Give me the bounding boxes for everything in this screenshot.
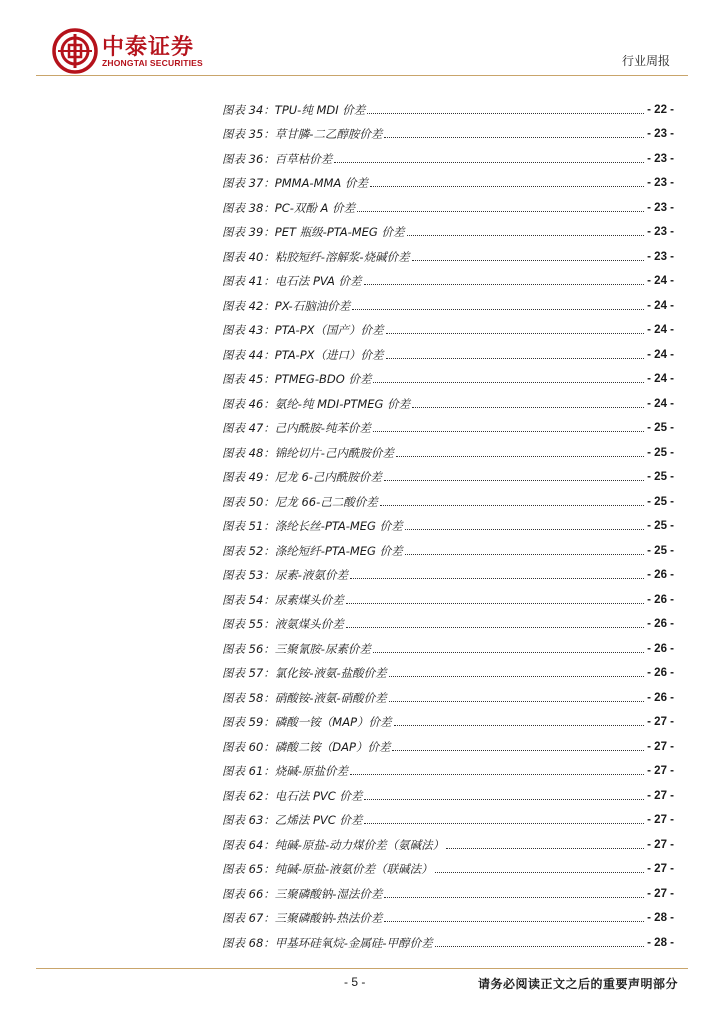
toc-leader-dots [373,651,644,653]
toc-entry-page: - 23 - [647,250,674,263]
toc-entry-label: 图表 65：纯碱-原盐-液氨价差（联碱法） [222,862,433,876]
toc-entry-page: - 26 - [647,593,674,606]
toc-entry[interactable] [222,656,674,681]
toc-entry-page: - 27 - [647,887,674,900]
toc-entry-page: - 27 - [647,838,674,851]
toc-entry-page: - 25 - [647,495,674,508]
toc-entry-page: - 22 - [647,103,674,116]
toc-entry-label: 图表 52：涤纶短纤-PTA-MEG 价差 [222,543,403,558]
toc-entry[interactable] [222,411,674,436]
toc-entry[interactable] [222,460,674,485]
toc-entry[interactable] [222,925,674,950]
toc-entry-page: - 24 - [647,348,674,361]
toc-entry[interactable] [222,92,674,117]
toc-entry[interactable] [222,778,674,803]
toc-leader-dots [350,773,644,775]
toc-leader-dots [384,920,644,922]
toc-leader-dots [346,626,644,628]
toc-entry-page: - 28 - [647,936,674,949]
toc-entry-page: - 26 - [647,667,674,679]
toc-entry[interactable] [222,215,674,240]
toc-entry-label: 图表 51：涤纶长丝-PTA-MEG 价差 [222,519,403,533]
toc-leader-dots [396,455,644,457]
toc-leader-dots [380,504,644,506]
toc-entry-label: 图表 46：氨纶-纯 MDI-PTMEG 价差 [222,396,411,411]
zhongtai-logo-icon [52,28,98,74]
toc-entry-page: - 23 - [647,152,674,165]
toc-entry-page: - 23 - [647,201,674,214]
toc-entry-page: - 25 - [647,544,674,557]
toc-entry[interactable] [222,264,674,289]
toc-leader-dots [389,700,645,702]
toc-entry-label: 图表 55：液氨煤头价差 [222,617,344,631]
toc-entry[interactable] [222,190,674,215]
toc-entry-page: - 24 - [647,324,674,336]
toc-leader-dots [364,283,645,285]
toc-leader-dots [407,234,645,236]
toc-leader-dots [352,308,644,310]
toc-leader-dots [384,896,644,898]
header-divider [36,75,688,76]
toc-entry[interactable] [222,607,674,632]
toc-entry-label: 图表 39：PET 瓶级-PTA-MEG 价差 [222,225,405,239]
toc-entry-label: 图表 43：PTA-PX（国产）价差 [222,323,384,337]
toc-leader-dots [373,381,644,383]
toc-leader-dots [412,406,644,408]
toc-entry-label: 图表 42：PX-石脑油价差 [222,298,351,313]
toc-entry[interactable] [222,901,674,926]
toc-entry-page: - 24 - [647,373,674,385]
toc-entry[interactable] [222,803,674,828]
toc-leader-dots [350,577,644,579]
toc-entry-label: 图表 66：三聚磷酸钠-湿法价差 [222,886,383,901]
toc-entry-label: 图表 67：三聚磷酸钠-热法价差 [222,911,383,925]
toc-entry[interactable] [222,729,674,754]
footer-page-number: - 5 - [344,975,366,989]
footer-divider [36,968,688,969]
toc-entry[interactable] [222,337,674,362]
toc-entry-page: - 27 - [647,789,674,802]
toc-entry[interactable] [222,288,674,313]
toc-entry-page: - 26 - [647,691,674,704]
toc-entry-page: - 25 - [647,446,674,459]
toc-entry[interactable] [222,582,674,607]
toc-entry-label: 图表 48：锦纶切片-己内酰胺价差 [222,445,394,460]
toc-leader-dots [364,798,644,800]
toc-entry[interactable] [222,435,674,460]
table-of-figures [222,92,674,950]
toc-entry[interactable] [222,705,674,730]
toc-leader-dots [394,724,645,726]
toc-leader-dots [367,112,644,114]
toc-leader-dots [446,847,644,849]
toc-entry-page: - 26 - [647,618,674,630]
toc-entry[interactable] [222,141,674,166]
toc-entry-label: 图表 60：磷酸二铵（DAP）价差 [222,739,391,754]
toc-entry-label: 图表 50：尼龙 66-己二酸价差 [222,494,378,509]
toc-entry[interactable] [222,509,674,534]
toc-entry[interactable] [222,827,674,852]
toc-entry-label: 图表 41：电石法 PVA 价差 [222,274,362,288]
toc-entry-page: - 24 - [647,397,674,410]
toc-leader-dots [357,210,644,212]
brand-name-cn: 中泰证券 [102,35,195,60]
toc-entry-label: 图表 35：草甘膦-二乙醇胺价差 [222,127,383,141]
toc-entry-page: - 25 - [647,520,674,532]
toc-entry-label: 图表 44：PTA-PX（进口）价差 [222,347,384,362]
toc-entry-page: - 27 - [647,716,674,728]
toc-entry-label: 图表 64：纯碱-原盐-动力煤价差（氨碱法） [222,837,445,852]
toc-entry-page: - 27 - [647,814,674,826]
toc-leader-dots [384,136,644,138]
toc-entry-label: 图表 38：PC-双酚 A 价差 [222,200,356,215]
toc-entry-page: - 24 - [647,299,674,312]
toc-entry-page: - 28 - [647,912,674,924]
toc-leader-dots [405,528,645,530]
toc-leader-dots [373,430,644,432]
page-header [0,0,724,75]
toc-entry-page: - 25 - [647,471,674,483]
toc-leader-dots [386,332,645,334]
toc-entry[interactable] [222,362,674,387]
toc-leader-dots [364,822,644,824]
toc-leader-dots [392,749,644,751]
toc-entry-label: 图表 57：氯化铵-液氨-盐酸价差 [222,666,387,680]
toc-entry[interactable] [222,386,674,411]
toc-entry[interactable] [222,558,674,583]
toc-entry-page: - 23 - [647,226,674,238]
toc-leader-dots [435,871,645,873]
toc-entry-label: 图表 68：甲基环硅氧烷-金属硅-甲醇价差 [222,935,433,950]
report-type: 行业周报 [621,54,670,68]
toc-entry-label: 图表 37：PMMA-MMA 价差 [222,176,368,190]
toc-entry-label: 图表 53：尿素-液氨价差 [222,568,348,582]
toc-entry[interactable] [222,484,674,509]
toc-entry[interactable] [222,631,674,656]
toc-entry[interactable] [222,680,674,705]
toc-entry-label: 图表 36：百草枯价差 [222,151,333,166]
toc-entry-label: 图表 59：磷酸一铵（MAP）价差 [222,715,392,729]
toc-leader-dots [334,161,644,163]
toc-leader-dots [389,675,645,677]
toc-leader-dots [435,945,645,947]
toc-entry-page: - 26 - [647,569,674,581]
brand-name-en: ZHONGTAI SECURITIES [102,58,203,68]
toc-entry-label: 图表 47：己内酰胺-纯苯价差 [222,421,371,435]
toc-entry-label: 图表 49：尼龙 6-己内酰胺价差 [222,470,382,484]
toc-entry[interactable] [222,117,674,142]
toc-leader-dots [346,602,644,604]
toc-entry[interactable] [222,876,674,901]
toc-entry-label: 图表 63：乙烯法 PVC 价差 [222,813,363,827]
toc-entry-page: - 26 - [647,642,674,655]
toc-entry-page: - 24 - [647,275,674,287]
toc-entry[interactable] [222,852,674,877]
toc-entry[interactable] [222,166,674,191]
toc-entry-page: - 27 - [647,863,674,875]
toc-leader-dots [384,479,644,481]
toc-entry[interactable] [222,239,674,264]
toc-entry-label: 图表 62：电石法 PVC 价差 [222,788,363,803]
toc-leader-dots [412,259,645,261]
toc-leader-dots [370,185,644,187]
toc-entry-label: 图表 56：三聚氰胺-尿素价差 [222,641,371,656]
toc-entry[interactable] [222,754,674,779]
toc-entry[interactable] [222,533,674,558]
toc-entry-page: - 27 - [647,765,674,777]
toc-entry-label: 图表 34：TPU-纯 MDI 价差 [222,102,366,117]
toc-entry-label: 图表 61：烧碱-原盐价差 [222,764,348,778]
toc-leader-dots [405,553,645,555]
toc-entry-label: 图表 58：硝酸铵-液氨-硝酸价差 [222,690,387,705]
footer-disclaimer: 请务必阅读正文之后的重要声明部分 [477,977,678,991]
toc-entry-page: - 23 - [647,128,674,140]
toc-entry-label: 图表 54：尿素煤头价差 [222,592,344,607]
toc-entry-page: - 27 - [647,740,674,753]
toc-entry-label: 图表 40：粘胶短纤-溶解浆-烧碱价差 [222,249,410,264]
toc-entry-label: 图表 45：PTMEG-BDO 价差 [222,372,372,386]
toc-entry-page: - 23 - [647,177,674,189]
toc-entry-page: - 25 - [647,422,674,434]
toc-leader-dots [386,357,645,359]
toc-entry[interactable] [222,313,674,338]
